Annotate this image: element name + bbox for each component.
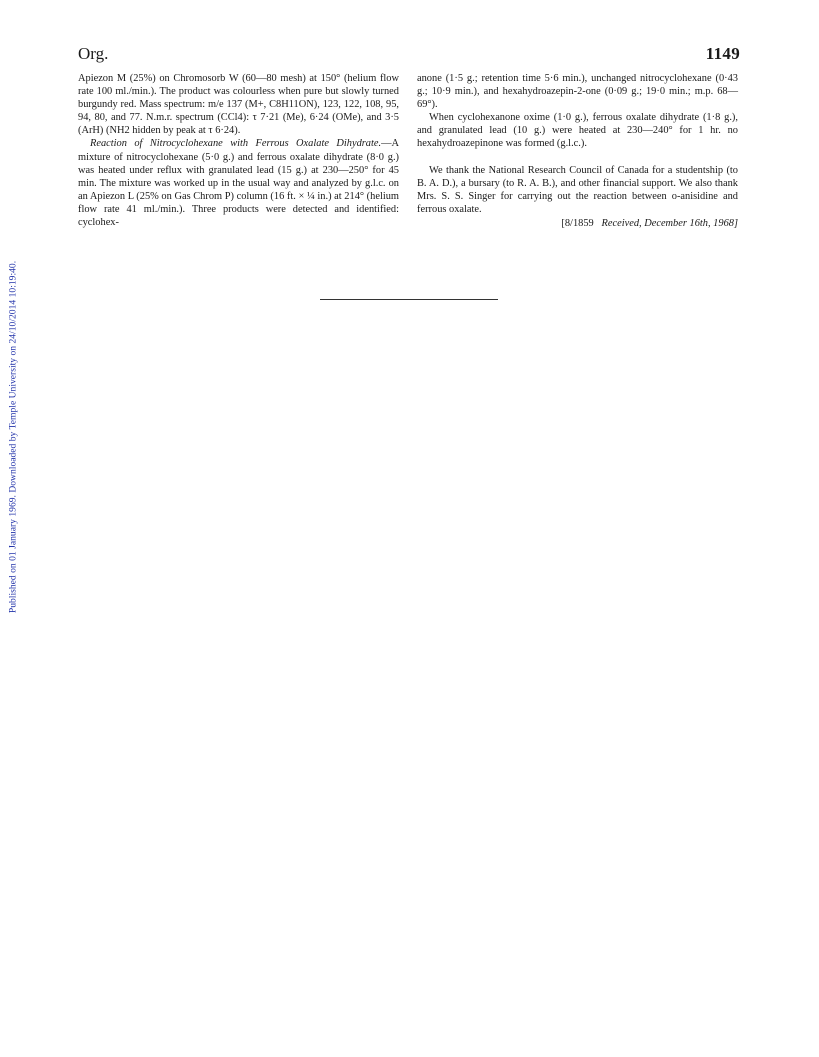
received-line — [417, 217, 738, 230]
side-note-text[interactable]: Published on 01 January 1969. Downloaded by Temple University on 24/10/2014 10:19:40. — [7, 260, 19, 614]
paragraph-method: Apiezon M (25%) on Chromosorb W (60—80 mesh) at 150° (helium flow rate 100 ml./min.). The product was colourless when pure but slowly turned burgundy red. Mass spectrum: m/e 137 (M+, C8H11ON), 123, 122, 108, 95, 94, 80, and 77. N.m.r. spectrum (CCl4): τ 7·21 (Me), 6·24 (OMe), and 3·5 (ArH) (NH2 hidden by peak at τ 6·24). — [78, 73, 399, 137]
received-date: Received, December 16th, 1968] — [601, 217, 738, 229]
paragraph-oxime: When cyclohexanone oxime (1·0 g.), ferrous oxalate dihydrate (1·8 g.), and granulated lead (10 g.) were heated at 230—240° for 1 hr. no hexahydroazepinone was formed (g.l.c.). — [417, 112, 738, 150]
page-number: 1149 — [705, 44, 740, 63]
spacer — [417, 151, 738, 164]
journal-header: Org. — [78, 44, 109, 63]
acknowledgements: We thank the National Research Council of Canada for a studentship (to B. A. D.), a bursary (to R. A. B.), and other financial support. We also thank Mrs. S. S. Singer for carrying out the reaction between o-anisidine and ferrous oxalate. — [417, 164, 738, 215]
right-column — [417, 72, 738, 230]
side-publication-note[interactable] — [2, 240, 24, 635]
reaction-body: —A mixture of nitrocyclohexane (5·0 g.) and ferrous oxalate dihydrate (8·0 g.) was heated under reflux with granulated lead (15 g.) at 230—250° for 45 min. The mixture was worked up in the usual way and analyzed by g.l.c. on an Apiezon L (25% on Gas Chrom P) column (16 ft. × ¼ in.) at 214° (helium flow rate 41 ml./min.). Three products were detected and identified: cyclohex- — [78, 138, 399, 229]
section-divider — [320, 299, 498, 300]
paragraph-reaction — [78, 137, 399, 229]
left-column — [78, 72, 399, 229]
reference-number: [8/1859 — [561, 217, 594, 229]
paragraph-products: anone (1·5 g.; retention time 5·6 min.), unchanged nitrocyclohexane (0·43 g.; 10·9 min.), and hexahydroazepin-2-one (0·09 g.; 19·0 min.; m.p. 68—69°). — [417, 73, 738, 111]
reaction-heading: Reaction of Nitrocyclohexane with Ferrous Oxalate Dihydrate. — [90, 138, 382, 150]
